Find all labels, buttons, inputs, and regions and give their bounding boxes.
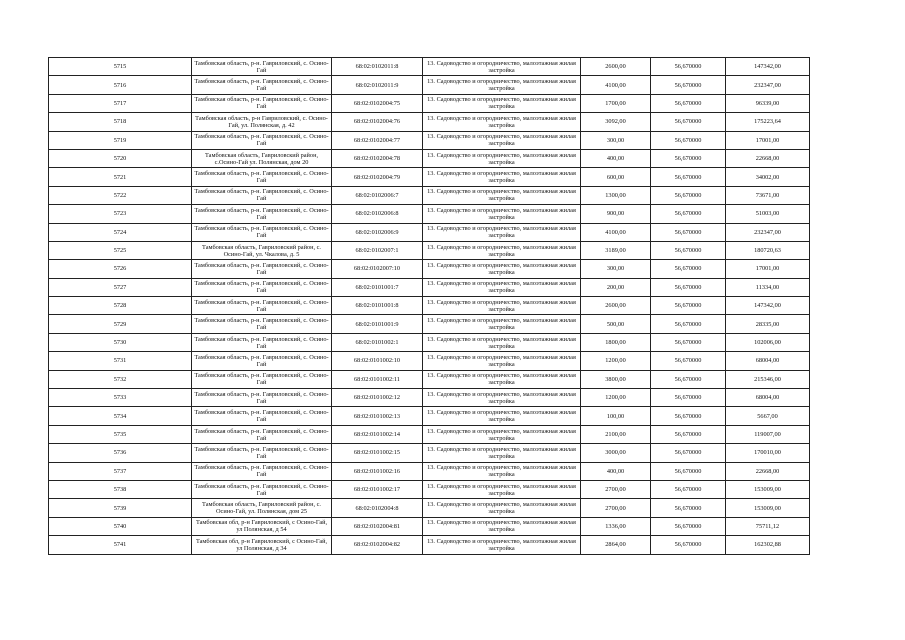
cadastral-value-cell: 34002,00 <box>726 168 810 186</box>
row-number-cell: 5734 <box>49 407 192 425</box>
cadastral-number-cell: 68:02:0101002:11 <box>332 370 423 388</box>
cadastral-number-cell: 68:02:0102004:79 <box>332 168 423 186</box>
specific-value-cell: 56,670000 <box>651 407 726 425</box>
cadastral-value-cell: 180720,63 <box>726 241 810 259</box>
cadastral-value-cell: 22668,00 <box>726 462 810 480</box>
area-cell: 3189,00 <box>581 241 651 259</box>
address-cell: Тамбовская область, р-н. Гавриловский, с. Осино-Гай <box>192 58 332 76</box>
address-cell: Тамбовская обл, р-н Гавриловский, с Осино-Гай, ул Полянская, д 54 <box>192 517 332 535</box>
row-number-cell: 5715 <box>49 58 192 76</box>
cadastral-value-cell: 147342,00 <box>726 297 810 315</box>
cadastral-value-cell: 22668,00 <box>726 149 810 167</box>
land-use-cell: 13. Садоводство и огородничество, малоэтажная жилая застройка <box>423 241 581 259</box>
address-cell: Тамбовская область, р-н. Гавриловский, с. Осино-Гай <box>192 407 332 425</box>
address-cell: Тамбовская область, Гавриловский район, с. Осино-Гай, ул. Полянская, дом 25 <box>192 499 332 517</box>
table-row <box>49 480 810 498</box>
area-cell: 2100,00 <box>581 425 651 443</box>
row-number-cell: 5718 <box>49 113 192 131</box>
row-number-cell: 5737 <box>49 462 192 480</box>
row-number-cell: 5721 <box>49 168 192 186</box>
cadastral-number-cell: 68:02:0101002:1 <box>332 333 423 351</box>
area-cell: 1200,00 <box>581 389 651 407</box>
table-row <box>49 462 810 480</box>
address-cell: Тамбовская область, р-н. Гавриловский, с. Осино-Гай <box>192 297 332 315</box>
table-row <box>49 76 810 94</box>
specific-value-cell: 56,670000 <box>651 462 726 480</box>
address-cell: Тамбовская область, р-н. Гавриловский, с. Осино-Гай <box>192 260 332 278</box>
area-cell: 300,00 <box>581 260 651 278</box>
cadastral-value-cell: 17001,00 <box>726 131 810 149</box>
land-use-cell: 13. Садоводство и огородничество, малоэтажная жилая застройка <box>423 260 581 278</box>
address-cell: Тамбовская область, р-н. Гавриловский, с. Осино-Гай <box>192 462 332 480</box>
row-number-cell: 5738 <box>49 480 192 498</box>
cadastral-number-cell: 68:02:0102011:9 <box>332 76 423 94</box>
land-use-cell: 13. Садоводство и огородничество, малоэтажная жилая застройка <box>423 168 581 186</box>
address-cell: Тамбовская обл, р-н Гавриловский, с Осино-Гай, ул Полянская, д 34 <box>192 536 332 554</box>
address-cell: Тамбовская область, р-н. Гавриловский, с. Осино-Гай <box>192 444 332 462</box>
land-use-cell: 13. Садоводство и огородничество, малоэтажная жилая застройка <box>423 407 581 425</box>
cadastral-number-cell: 68:02:0101001:8 <box>332 297 423 315</box>
specific-value-cell: 56,670000 <box>651 499 726 517</box>
cadastral-value-cell: 5667,00 <box>726 407 810 425</box>
row-number-cell: 5719 <box>49 131 192 149</box>
cadastral-number-cell: 68:02:0102004:76 <box>332 113 423 131</box>
address-cell: Тамбовская область, р-н. Гавриловский, с. Осино-Гай <box>192 94 332 112</box>
cadastral-value-cell: 28335,00 <box>726 315 810 333</box>
specific-value-cell: 56,670000 <box>651 370 726 388</box>
area-cell: 1800,00 <box>581 333 651 351</box>
address-cell: Тамбовская область, р-н. Гавриловский, с. Осино-Гай <box>192 223 332 241</box>
cadastral-number-cell: 68:02:0101002:12 <box>332 389 423 407</box>
cadastral-number-cell: 68:02:0102007:1 <box>332 241 423 259</box>
cadastral-value-cell: 232347,00 <box>726 223 810 241</box>
cadastral-value-cell: 162302,88 <box>726 536 810 554</box>
address-cell: Тамбовская область, р-н. Гавриловский, с. Осино-Гай <box>192 389 332 407</box>
table-row <box>49 205 810 223</box>
row-number-cell: 5717 <box>49 94 192 112</box>
cadastral-value-cell: 51003,00 <box>726 205 810 223</box>
area-cell: 100,00 <box>581 407 651 425</box>
address-cell: Тамбовская область, р-н. Гавриловский, с. Осино-Гай <box>192 480 332 498</box>
cadastral-number-cell: 68:02:0102011:8 <box>332 58 423 76</box>
address-cell: Тамбовская область, р-н. Гавриловский, с. Осино-Гай <box>192 278 332 296</box>
land-use-cell: 13. Садоводство и огородничество, малоэтажная жилая застройка <box>423 425 581 443</box>
area-cell: 1300,00 <box>581 186 651 204</box>
area-cell: 600,00 <box>581 168 651 186</box>
area-cell: 400,00 <box>581 462 651 480</box>
cadastral-value-cell: 232347,00 <box>726 76 810 94</box>
specific-value-cell: 56,670000 <box>651 444 726 462</box>
address-cell: Тамбовская область, Гавриловский район, с. Осино-Гай, ул. Чкалова, д. 5 <box>192 241 332 259</box>
table-row <box>49 425 810 443</box>
table-row <box>49 297 810 315</box>
cadastral-number-cell: 68:02:0101001:7 <box>332 278 423 296</box>
row-number-cell: 5725 <box>49 241 192 259</box>
cadastral-value-cell: 153009,00 <box>726 480 810 498</box>
cadastral-number-cell: 68:02:0101002:16 <box>332 462 423 480</box>
cadastral-value-cell: 68004,00 <box>726 389 810 407</box>
address-cell: Тамбовская область, р-н. Гавриловский, с. Осино-Гай <box>192 76 332 94</box>
land-use-cell: 13. Садоводство и огородничество, малоэтажная жилая застройка <box>423 278 581 296</box>
land-use-cell: 13. Садоводство и огородничество, малоэтажная жилая застройка <box>423 113 581 131</box>
address-cell: Тамбовская область, р-н. Гавриловский, с. Осино-Гай <box>192 425 332 443</box>
table-row <box>49 517 810 535</box>
land-use-cell: 13. Садоводство и огородничество, малоэтажная жилая застройка <box>423 389 581 407</box>
cadastral-number-cell: 68:02:0102006:9 <box>332 223 423 241</box>
specific-value-cell: 56,670000 <box>651 241 726 259</box>
specific-value-cell: 56,670000 <box>651 58 726 76</box>
row-number-cell: 5740 <box>49 517 192 535</box>
cadastral-number-cell: 68:02:0102004:82 <box>332 536 423 554</box>
specific-value-cell: 56,670000 <box>651 223 726 241</box>
row-number-cell: 5741 <box>49 536 192 554</box>
row-number-cell: 5720 <box>49 149 192 167</box>
address-cell: Тамбовская область, р-н Гавриловский, с. Осино-Гай, ул. Полянская, д. 42 <box>192 113 332 131</box>
cadastral-number-cell: 68:02:0101002:13 <box>332 407 423 425</box>
area-cell: 900,00 <box>581 205 651 223</box>
table-row <box>49 186 810 204</box>
specific-value-cell: 56,670000 <box>651 168 726 186</box>
row-number-cell: 5728 <box>49 297 192 315</box>
row-number-cell: 5723 <box>49 205 192 223</box>
specific-value-cell: 56,670000 <box>651 425 726 443</box>
cadastral-value-cell: 96339,00 <box>726 94 810 112</box>
cadastral-number-cell: 68:02:0102006:7 <box>332 186 423 204</box>
cadastral-number-cell: 68:02:0102006:8 <box>332 205 423 223</box>
table-row <box>49 260 810 278</box>
row-number-cell: 5722 <box>49 186 192 204</box>
area-cell: 300,00 <box>581 131 651 149</box>
table-row <box>49 241 810 259</box>
land-use-cell: 13. Садоводство и огородничество, малоэтажная жилая застройка <box>423 315 581 333</box>
land-use-cell: 13. Садоводство и огородничество, малоэтажная жилая застройка <box>423 205 581 223</box>
cadastral-value-cell: 11334,00 <box>726 278 810 296</box>
cadastral-number-cell: 68:02:0101002:17 <box>332 480 423 498</box>
cadastral-value-cell: 75711,12 <box>726 517 810 535</box>
address-cell: Тамбовская область, р-н. Гавриловский, с. Осино-Гай <box>192 131 332 149</box>
cadastral-number-cell: 68:02:0101002:10 <box>332 352 423 370</box>
table-row <box>49 94 810 112</box>
cadastral-value-cell: 17001,00 <box>726 260 810 278</box>
land-use-cell: 13. Садоводство и огородничество, малоэтажная жилая застройка <box>423 333 581 351</box>
specific-value-cell: 56,670000 <box>651 94 726 112</box>
area-cell: 4100,00 <box>581 76 651 94</box>
land-use-cell: 13. Садоводство и огородничество, малоэтажная жилая застройка <box>423 536 581 554</box>
row-number-cell: 5731 <box>49 352 192 370</box>
specific-value-cell: 56,670000 <box>651 205 726 223</box>
row-number-cell: 5739 <box>49 499 192 517</box>
cadastral-number-cell: 68:02:0101001:9 <box>332 315 423 333</box>
area-cell: 500,00 <box>581 315 651 333</box>
area-cell: 2700,00 <box>581 499 651 517</box>
area-cell: 3800,00 <box>581 370 651 388</box>
cadastral-value-cell: 175223,64 <box>726 113 810 131</box>
cadastral-number-cell: 68:02:0101002:14 <box>332 425 423 443</box>
specific-value-cell: 56,670000 <box>651 149 726 167</box>
area-cell: 2600,00 <box>581 297 651 315</box>
land-use-cell: 13. Садоводство и огородничество, малоэтажная жилая застройка <box>423 352 581 370</box>
cadastral-number-cell: 68:02:0102004:81 <box>332 517 423 535</box>
address-cell: Тамбовская область, р-н. Гавриловский, с. Осино-Гай <box>192 315 332 333</box>
cadastral-number-cell: 68:02:0102004:75 <box>332 94 423 112</box>
land-use-cell: 13. Садоводство и огородничество, малоэтажная жилая застройка <box>423 297 581 315</box>
row-number-cell: 5733 <box>49 389 192 407</box>
specific-value-cell: 56,670000 <box>651 389 726 407</box>
cadastral-value-cell: 170010,00 <box>726 444 810 462</box>
specific-value-cell: 56,670000 <box>651 517 726 535</box>
table-row <box>49 499 810 517</box>
land-use-cell: 13. Садоводство и огородничество, малоэтажная жилая застройка <box>423 94 581 112</box>
table-row <box>49 149 810 167</box>
address-cell: Тамбовская область, р-н. Гавриловский, с. Осино-Гай <box>192 352 332 370</box>
row-number-cell: 5729 <box>49 315 192 333</box>
specific-value-cell: 56,670000 <box>651 260 726 278</box>
address-cell: Тамбовская область, р-н. Гавриловский, с. Осино-Гай <box>192 168 332 186</box>
address-cell: Тамбовская область, р-н. Гавриловский, с. Осино-Гай <box>192 370 332 388</box>
cadastral-value-cell: 102006,00 <box>726 333 810 351</box>
land-use-cell: 13. Садоводство и огородничество, малоэтажная жилая застройка <box>423 186 581 204</box>
land-use-cell: 13. Садоводство и огородничество, малоэтажная жилая застройка <box>423 131 581 149</box>
table-row <box>49 223 810 241</box>
land-registry-table <box>48 57 810 555</box>
cadastral-value-cell: 73671,00 <box>726 186 810 204</box>
cadastral-number-cell: 68:02:0101002:15 <box>332 444 423 462</box>
area-cell: 2864,00 <box>581 536 651 554</box>
land-use-cell: 13. Садоводство и огородничество, малоэтажная жилая застройка <box>423 444 581 462</box>
table-row <box>49 315 810 333</box>
cadastral-number-cell: 68:02:0102004:77 <box>332 131 423 149</box>
row-number-cell: 5726 <box>49 260 192 278</box>
specific-value-cell: 56,670000 <box>651 186 726 204</box>
specific-value-cell: 56,670000 <box>651 333 726 351</box>
specific-value-cell: 56,670000 <box>651 352 726 370</box>
table-row <box>49 370 810 388</box>
row-number-cell: 5730 <box>49 333 192 351</box>
address-cell: Тамбовская область, р-н. Гавриловский, с. Осино-Гай <box>192 186 332 204</box>
row-number-cell: 5732 <box>49 370 192 388</box>
specific-value-cell: 56,670000 <box>651 297 726 315</box>
row-number-cell: 5735 <box>49 425 192 443</box>
address-cell: Тамбовская область, Гавриловский район, с.Осино-Гай ул. Полянская, дом 20 <box>192 149 332 167</box>
cadastral-value-cell: 215346,00 <box>726 370 810 388</box>
table-row <box>49 278 810 296</box>
area-cell: 1200,00 <box>581 352 651 370</box>
table-row <box>49 352 810 370</box>
table-row <box>49 131 810 149</box>
table-row <box>49 407 810 425</box>
specific-value-cell: 56,670000 <box>651 480 726 498</box>
land-use-cell: 13. Садоводство и огородничество, малоэтажная жилая застройка <box>423 223 581 241</box>
land-use-cell: 13. Садоводство и огородничество, малоэтажная жилая застройка <box>423 499 581 517</box>
table-row <box>49 536 810 554</box>
specific-value-cell: 56,670000 <box>651 113 726 131</box>
cadastral-number-cell: 68:02:0102007:10 <box>332 260 423 278</box>
area-cell: 2600,00 <box>581 58 651 76</box>
row-number-cell: 5724 <box>49 223 192 241</box>
cadastral-number-cell: 68:02:0102004:8 <box>332 499 423 517</box>
table-row <box>49 444 810 462</box>
table-row <box>49 113 810 131</box>
area-cell: 1700,00 <box>581 94 651 112</box>
area-cell: 400,00 <box>581 149 651 167</box>
address-cell: Тамбовская область, р-н. Гавриловский, с. Осино-Гай <box>192 333 332 351</box>
specific-value-cell: 56,670000 <box>651 315 726 333</box>
area-cell: 2700,00 <box>581 480 651 498</box>
cadastral-value-cell: 153009,00 <box>726 499 810 517</box>
area-cell: 1336,00 <box>581 517 651 535</box>
specific-value-cell: 56,670000 <box>651 131 726 149</box>
land-use-cell: 13. Садоводство и огородничество, малоэтажная жилая застройка <box>423 149 581 167</box>
row-number-cell: 5736 <box>49 444 192 462</box>
area-cell: 200,00 <box>581 278 651 296</box>
cadastral-value-cell: 119007,00 <box>726 425 810 443</box>
land-use-cell: 13. Садоводство и огородничество, малоэтажная жилая застройка <box>423 58 581 76</box>
row-number-cell: 5727 <box>49 278 192 296</box>
land-use-cell: 13. Садоводство и огородничество, малоэтажная жилая застройка <box>423 480 581 498</box>
cadastral-value-cell: 147342,00 <box>726 58 810 76</box>
table-body <box>49 58 810 555</box>
area-cell: 3092,00 <box>581 113 651 131</box>
specific-value-cell: 56,670000 <box>651 536 726 554</box>
land-use-cell: 13. Садоводство и огородничество, малоэтажная жилая застройка <box>423 517 581 535</box>
area-cell: 3000,00 <box>581 444 651 462</box>
specific-value-cell: 56,670000 <box>651 278 726 296</box>
table-row <box>49 389 810 407</box>
row-number-cell: 5716 <box>49 76 192 94</box>
address-cell: Тамбовская область, р-н. Гавриловский, с. Осино-Гай <box>192 205 332 223</box>
land-use-cell: 13. Садоводство и огородничество, малоэтажная жилая застройка <box>423 462 581 480</box>
table-row <box>49 58 810 76</box>
land-use-cell: 13. Садоводство и огородничество, малоэтажная жилая застройка <box>423 76 581 94</box>
specific-value-cell: 56,670000 <box>651 76 726 94</box>
table-row <box>49 333 810 351</box>
land-use-cell: 13. Садоводство и огородничество, малоэтажная жилая застройка <box>423 370 581 388</box>
area-cell: 4100,00 <box>581 223 651 241</box>
table-row <box>49 168 810 186</box>
cadastral-number-cell: 68:02:0102004:78 <box>332 149 423 167</box>
cadastral-value-cell: 68004,00 <box>726 352 810 370</box>
